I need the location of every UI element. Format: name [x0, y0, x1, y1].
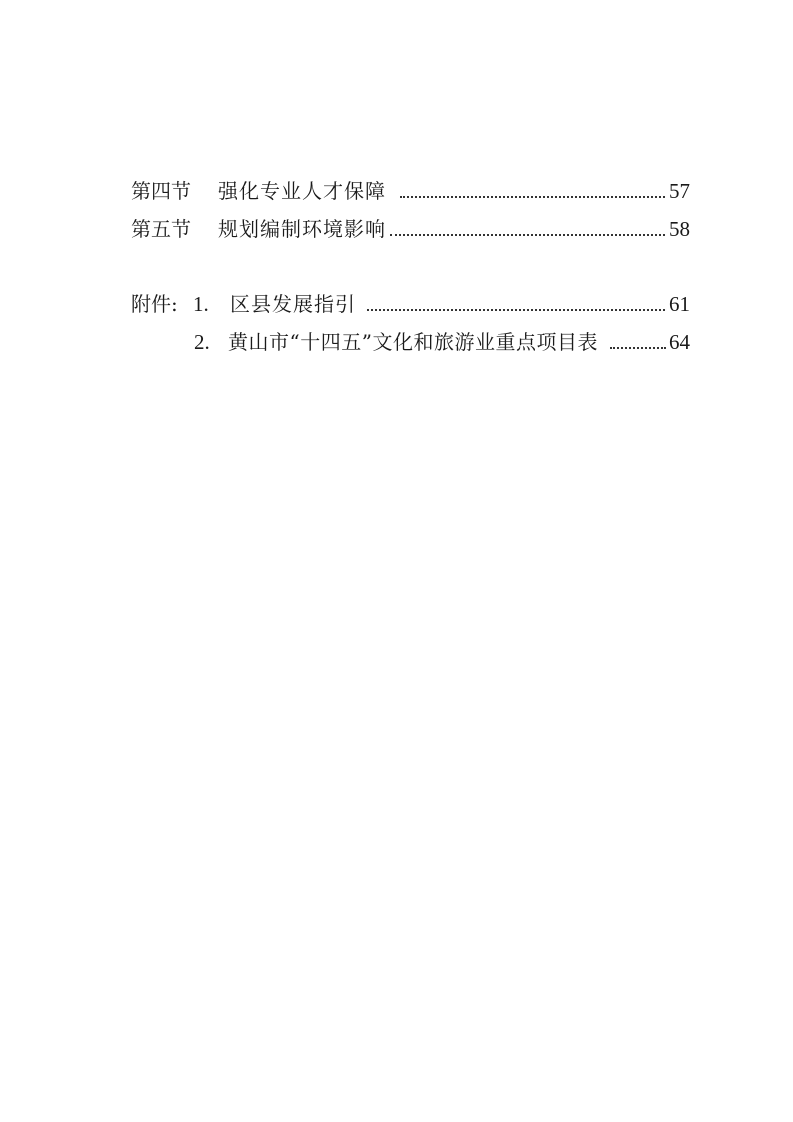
toc-page-number: 64 — [669, 330, 690, 354]
attachment-title: 黄山市“十四五”文化和旅游业重点项目表 — [228, 330, 598, 354]
toc-section-title: 规划编制环境影响 — [218, 217, 386, 241]
toc-dot-leader — [390, 234, 665, 236]
toc-attachment-entry[interactable] — [0, 289, 793, 319]
attachment-title: 区县发展指引 — [230, 292, 356, 316]
toc-section-label: 第五节 — [131, 217, 191, 241]
toc-page-number: 58 — [669, 217, 690, 241]
toc-dot-leader — [610, 347, 666, 349]
toc-entry[interactable] — [0, 176, 793, 206]
toc-section-label: 第四节 — [131, 179, 191, 203]
attachment-number: 1. — [193, 292, 209, 316]
toc-section-title: 强化专业人才保障 — [218, 179, 386, 203]
attachments-label: 附件: — [131, 292, 178, 316]
toc-dot-leader — [400, 196, 665, 198]
attachment-number: 2. — [194, 330, 210, 354]
toc-entry[interactable] — [0, 214, 793, 244]
toc-attachment-entry[interactable] — [0, 327, 793, 357]
toc-page-number: 61 — [669, 292, 690, 316]
toc-dot-leader — [367, 309, 665, 311]
toc-page-number: 57 — [669, 179, 690, 203]
